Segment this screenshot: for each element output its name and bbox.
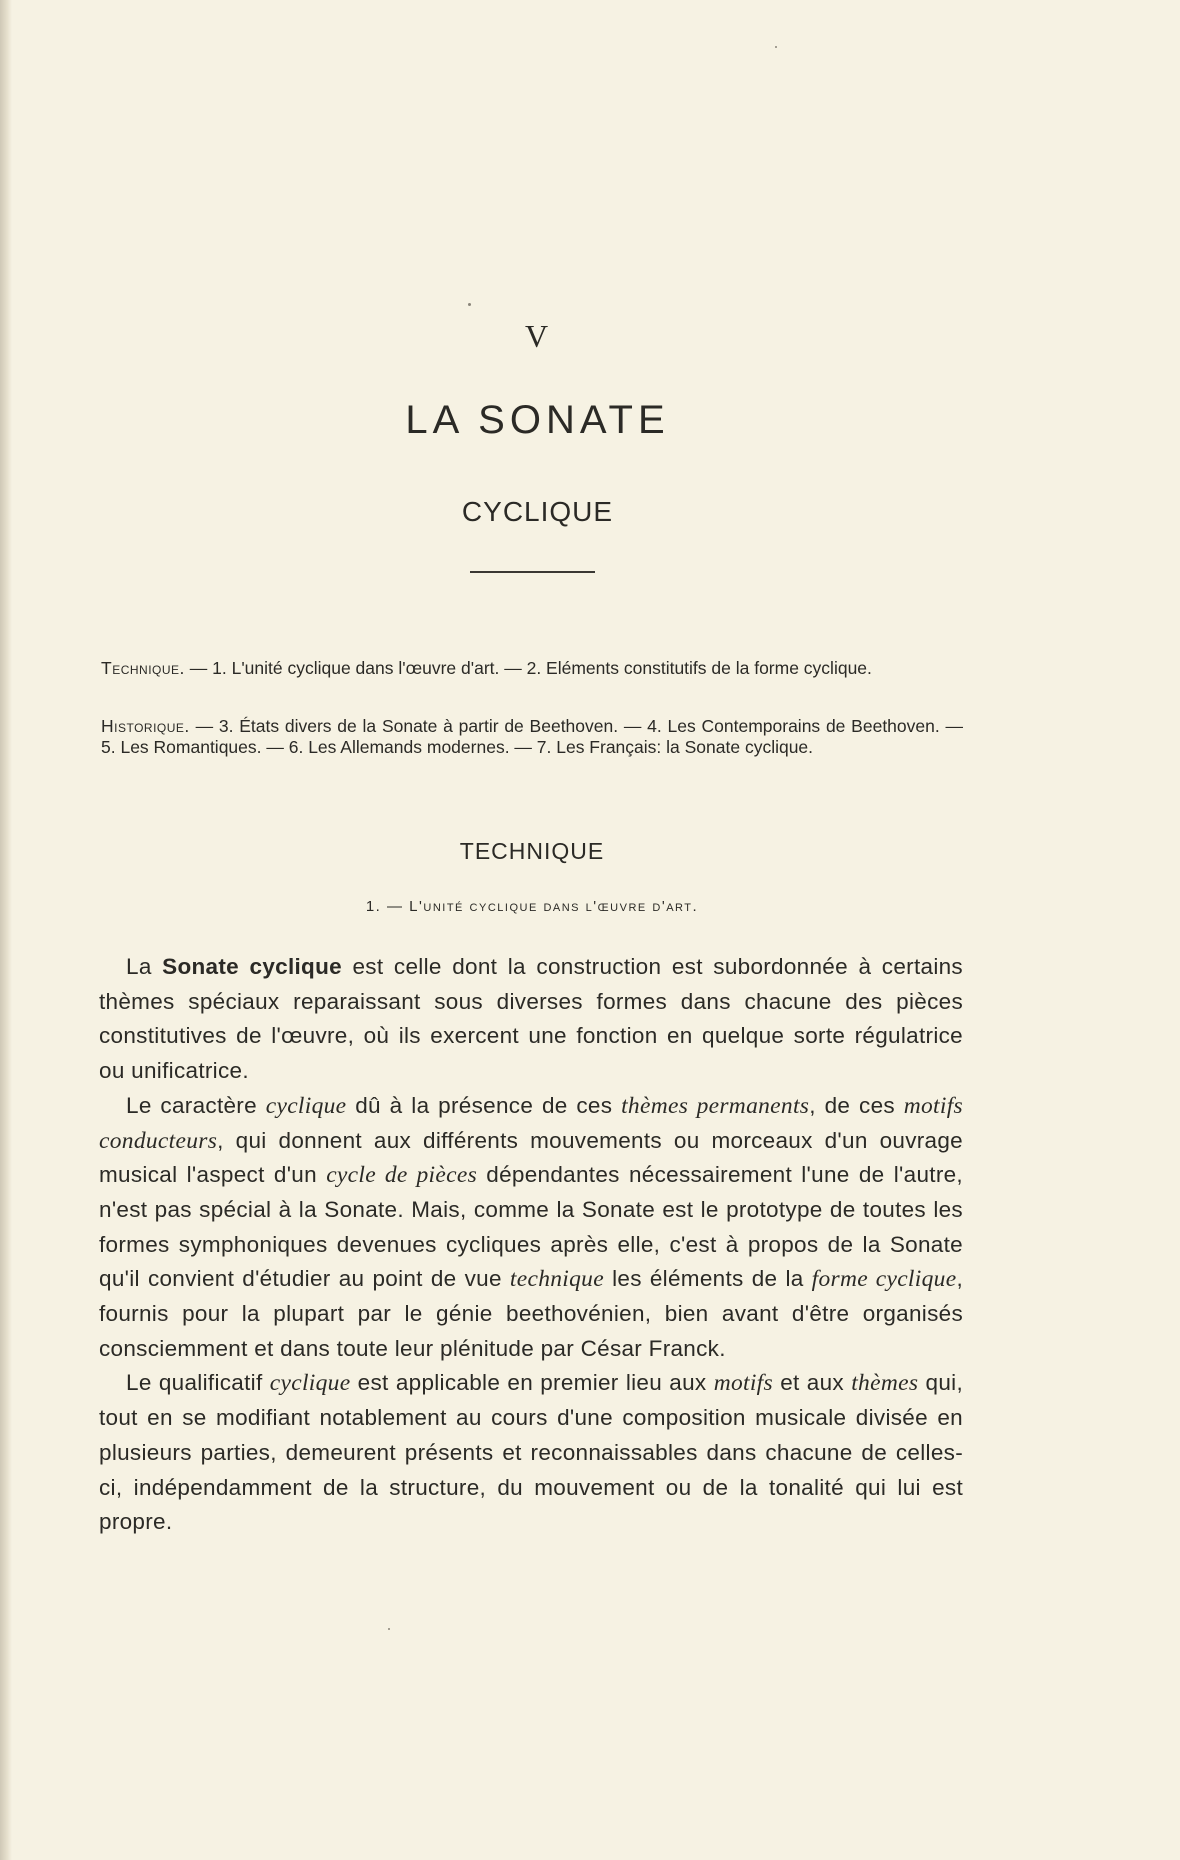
italic-term: technique <box>509 1266 604 1293</box>
italic-term: motifs conducteurs <box>99 1092 963 1154</box>
italic-term: cyclique <box>265 1092 347 1119</box>
italic-term: forme cyclique <box>811 1266 957 1293</box>
bold-term: Sonate cyclique <box>162 954 342 979</box>
italic-term: cyclique <box>269 1370 351 1397</box>
paragraph-1 <box>99 950 963 1089</box>
page-binding-edge <box>0 0 12 1860</box>
text-run: , de ces <box>809 1092 904 1118</box>
summary-text: — 1. L'unité cyclique dans l'œuvre d'art. — 2. Eléments constitutifs de la forme cyclique. <box>184 658 872 678</box>
italic-term: motifs <box>713 1370 773 1397</box>
italic-term: thèmes <box>851 1370 919 1397</box>
paper-speck <box>388 1628 390 1630</box>
text-run: Le caractère <box>126 1092 266 1118</box>
chapter-summary-historique <box>101 716 963 758</box>
text-run: qui, tout en se modifiant notablement au cours d'une composition musicale divisée en plusieurs parties, demeurent présents et reconnaissables dans chacune de celles-ci, indépendamment de la structure, du mouvement ou de la tonalité qui lui est propre. <box>99 1370 963 1535</box>
text-run: , fournis pour la plupart par le génie beethovénien, bien avant d'être organisés consciemment et dans toute leur plénitude par César Franck. <box>99 1266 963 1361</box>
section-heading: TECHNIQUE <box>459 838 605 864</box>
chapter-title: LA SONATE <box>405 398 670 442</box>
subsection-heading: 1. — L'unité cyclique dans l'œuvre d'art. <box>365 898 699 915</box>
title-rule <box>470 571 595 573</box>
italic-term: cycle de pièces <box>326 1162 478 1189</box>
summary-text: — 3. États divers de la Sonate à partir de Beethoven. — 4. Les Contemporains de Beethoven. — 5. Les Romantiques. — 6. Les Allemands modernes. — 7. Les Français: la Sonate cyclique. <box>101 716 963 757</box>
paper-speck <box>468 303 471 306</box>
text-run: est applicable en premier lieu aux <box>350 1370 714 1396</box>
text-run: et aux <box>772 1370 852 1396</box>
paper-speck <box>775 46 777 48</box>
paragraph-2 <box>99 1089 963 1367</box>
text-run: , qui donnent aux différents mouvements ou morceaux d'un ouvrage musical l'aspect d'un <box>99 1127 963 1188</box>
text-run: dû à la présence de ces <box>346 1092 622 1118</box>
chapter-number: V <box>524 318 551 354</box>
text-run: dépendantes nécessairement l'une de l'autre, n'est pas spécial à la Sonate. Mais, comme la Sonate est le prototype de toutes les formes symphoniques devenues cycliques après elle, c'est à propos de la Sonate qu'il convient d'étudier au point de vue <box>99 1162 963 1292</box>
text-run: les éléments de la <box>603 1266 812 1292</box>
italic-term: thèmes permanents <box>621 1092 810 1119</box>
paragraph-3 <box>99 1366 963 1540</box>
text-run: est celle dont la construction est subordonnée à certains thèmes spéciaux reparaissant sous diverses formes dans chacune des pièces constitutives de l'œuvre, où ils exercent une fonction en quelque sorte régulatrice ou unificatrice. <box>99 954 963 1084</box>
body-text <box>99 950 963 1540</box>
text-run: La <box>126 954 163 979</box>
chapter-subtitle: CYCLIQUE <box>461 496 614 527</box>
text-run: Le qualificatif <box>126 1370 270 1396</box>
chapter-summary-technique <box>101 658 963 679</box>
summary-label: Historique. <box>101 716 190 736</box>
summary-label: Technique. <box>101 658 185 678</box>
